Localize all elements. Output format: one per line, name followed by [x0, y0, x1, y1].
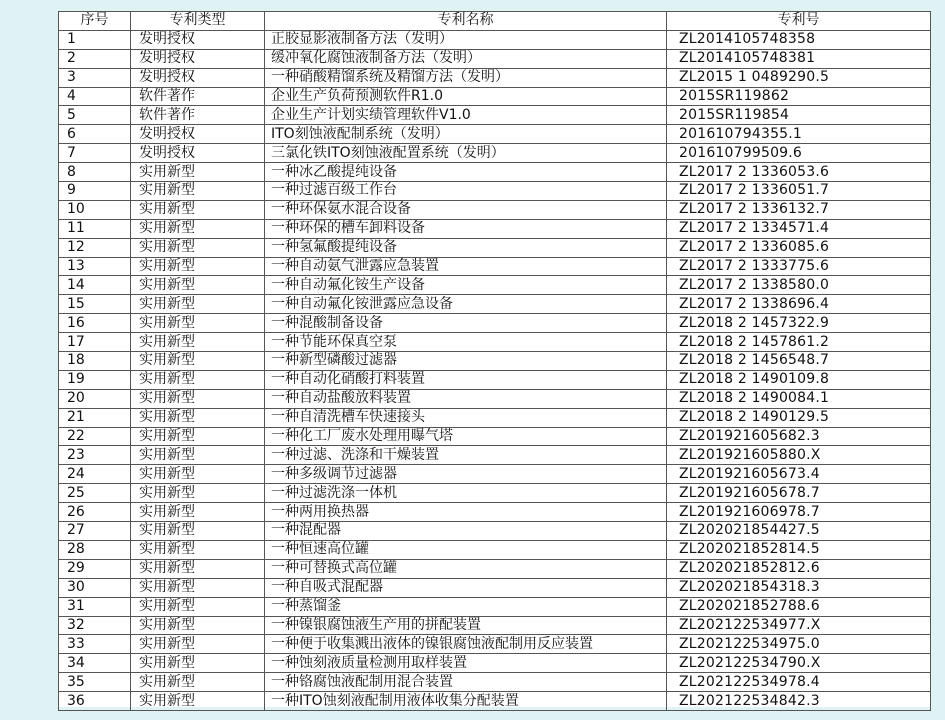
row-index: 30 — [59, 578, 131, 597]
row-index: 14 — [59, 276, 131, 295]
row-patent-type: 实用新型 — [131, 219, 265, 238]
row-patent-type: 实用新型 — [131, 692, 265, 711]
row-patent-name: 一种恒速高位罐 — [265, 540, 667, 559]
row-patent-type: 发明授权 — [131, 125, 265, 144]
row-patent-type: 实用新型 — [131, 522, 265, 541]
row-patent-name: 一种铬腐蚀液配制用混合装置 — [265, 673, 667, 692]
row-patent-type: 实用新型 — [131, 295, 265, 314]
row-patent-number: ZL2017 2 1336132.7 — [667, 200, 931, 219]
row-index: 22 — [59, 427, 131, 446]
row-patent-name: 一种冰乙酸提纯设备 — [265, 163, 667, 182]
row-patent-name: 一种便于收集溅出液体的镍银腐蚀液配制用反应装置 — [265, 635, 667, 654]
row-patent-name: 正胶显影液制备方法（发明） — [265, 30, 667, 49]
table-row — [59, 484, 931, 503]
table-header-row — [59, 12, 931, 31]
row-patent-name: 三氯化铁ITO刻蚀液配置系统（发明） — [265, 144, 667, 163]
table-row — [59, 540, 931, 559]
row-index: 13 — [59, 257, 131, 276]
table-row — [59, 503, 931, 522]
table-body — [59, 30, 931, 710]
row-patent-type: 发明授权 — [131, 144, 265, 163]
patent-table — [58, 11, 931, 711]
row-patent-name: 一种氢氟酸提纯设备 — [265, 238, 667, 257]
row-patent-number: ZL201921605880.X — [667, 446, 931, 465]
row-index: 16 — [59, 314, 131, 333]
row-index: 26 — [59, 503, 131, 522]
row-patent-number: ZL202122534790.X — [667, 654, 931, 673]
table-row — [59, 314, 931, 333]
row-patent-type: 实用新型 — [131, 597, 265, 616]
row-patent-type: 实用新型 — [131, 408, 265, 427]
row-index: 15 — [59, 295, 131, 314]
row-index: 5 — [59, 106, 131, 125]
row-patent-name: 一种节能环保真空泵 — [265, 333, 667, 352]
row-index: 9 — [59, 182, 131, 201]
table-row — [59, 408, 931, 427]
row-patent-type: 实用新型 — [131, 370, 265, 389]
row-patent-name: 一种自动化硝酸打料装置 — [265, 370, 667, 389]
row-patent-number: ZL2018 2 1457861.2 — [667, 333, 931, 352]
table-row — [59, 597, 931, 616]
row-index: 36 — [59, 692, 131, 711]
table-row — [59, 68, 931, 87]
row-patent-name: ITO刻蚀液配制系统（发明） — [265, 125, 667, 144]
table-row — [59, 49, 931, 68]
row-patent-name: 一种镍银腐蚀液生产用的拼配装置 — [265, 616, 667, 635]
table-row — [59, 465, 931, 484]
row-patent-name: 一种混酸制备设备 — [265, 314, 667, 333]
row-patent-number: ZL2014105748358 — [667, 30, 931, 49]
row-patent-number: 201610794355.1 — [667, 125, 931, 144]
header-number: 专利号 — [667, 12, 931, 31]
row-patent-type: 实用新型 — [131, 673, 265, 692]
row-patent-number: ZL2017 2 1338696.4 — [667, 295, 931, 314]
row-patent-number: ZL202122534842.3 — [667, 692, 931, 711]
row-index: 8 — [59, 163, 131, 182]
row-patent-number: ZL201921606978.7 — [667, 503, 931, 522]
row-patent-type: 实用新型 — [131, 276, 265, 295]
row-patent-number: 2015SR119862 — [667, 87, 931, 106]
row-patent-name: 一种两用换热器 — [265, 503, 667, 522]
table-row — [59, 522, 931, 541]
row-patent-number: ZL2018 2 1457322.9 — [667, 314, 931, 333]
row-patent-type: 发明授权 — [131, 49, 265, 68]
row-patent-name: 一种过滤洗涤一体机 — [265, 484, 667, 503]
table-row — [59, 276, 931, 295]
row-patent-number: ZL2017 2 1336085.6 — [667, 238, 931, 257]
row-patent-number: ZL201921605682.3 — [667, 427, 931, 446]
table-row — [59, 370, 931, 389]
row-index: 6 — [59, 125, 131, 144]
row-patent-type: 实用新型 — [131, 182, 265, 201]
table-row — [59, 106, 931, 125]
table-row — [59, 352, 931, 371]
row-patent-type: 软件著作 — [131, 106, 265, 125]
row-index: 20 — [59, 389, 131, 408]
row-patent-number: ZL2017 2 1336053.6 — [667, 163, 931, 182]
row-patent-name: 一种蒸馏釜 — [265, 597, 667, 616]
table-row — [59, 182, 931, 201]
row-index: 25 — [59, 484, 131, 503]
row-index: 3 — [59, 68, 131, 87]
table-row — [59, 200, 931, 219]
header-name: 专利名称 — [265, 12, 667, 31]
row-patent-number: 2015SR119854 — [667, 106, 931, 125]
row-patent-number: ZL202122534975.0 — [667, 635, 931, 654]
row-patent-name: 一种环保氨水混合设备 — [265, 200, 667, 219]
row-index: 17 — [59, 333, 131, 352]
row-patent-number: ZL2017 2 1338580.0 — [667, 276, 931, 295]
row-patent-type: 实用新型 — [131, 635, 265, 654]
row-index: 34 — [59, 654, 131, 673]
row-index: 27 — [59, 522, 131, 541]
row-patent-type: 实用新型 — [131, 446, 265, 465]
row-index: 12 — [59, 238, 131, 257]
row-index: 35 — [59, 673, 131, 692]
row-patent-name: 一种自清洗槽车快速接头 — [265, 408, 667, 427]
row-index: 4 — [59, 87, 131, 106]
row-patent-name: 一种新型磷酸过滤器 — [265, 352, 667, 371]
table-row — [59, 635, 931, 654]
table-row — [59, 295, 931, 314]
row-patent-number: 201610799509.6 — [667, 144, 931, 163]
row-patent-name: 一种自动氨气泄露应急装置 — [265, 257, 667, 276]
table-row — [59, 219, 931, 238]
row-patent-type: 实用新型 — [131, 616, 265, 635]
row-patent-type: 发明授权 — [131, 68, 265, 87]
row-patent-name: 企业生产负荷预测软件R1.0 — [265, 87, 667, 106]
row-index: 32 — [59, 616, 131, 635]
row-patent-number: ZL202021854318.3 — [667, 578, 931, 597]
row-patent-type: 实用新型 — [131, 333, 265, 352]
table-row — [59, 257, 931, 276]
row-patent-type: 实用新型 — [131, 503, 265, 522]
row-patent-type: 实用新型 — [131, 578, 265, 597]
row-patent-number: ZL2017 2 1334571.4 — [667, 219, 931, 238]
row-patent-type: 软件著作 — [131, 87, 265, 106]
row-patent-name: 一种可替换式高位罐 — [265, 559, 667, 578]
row-patent-name: 一种硝酸精馏系统及精馏方法（发明） — [265, 68, 667, 87]
row-patent-type: 实用新型 — [131, 314, 265, 333]
row-patent-number: ZL202021852788.6 — [667, 597, 931, 616]
row-patent-type: 实用新型 — [131, 257, 265, 276]
row-patent-name: 一种自动盐酸放料装置 — [265, 389, 667, 408]
row-index: 23 — [59, 446, 131, 465]
row-patent-type: 实用新型 — [131, 389, 265, 408]
row-patent-type: 发明授权 — [131, 30, 265, 49]
table-row — [59, 87, 931, 106]
row-patent-number: ZL2017 2 1333775.6 — [667, 257, 931, 276]
table-row — [59, 163, 931, 182]
row-patent-number: ZL201921605678.7 — [667, 484, 931, 503]
row-index: 2 — [59, 49, 131, 68]
row-patent-name: 一种自动氟化铵泄露应急设备 — [265, 295, 667, 314]
header-index: 序号 — [59, 12, 131, 31]
row-patent-name: 一种化工厂废水处理用曝气塔 — [265, 427, 667, 446]
row-index: 10 — [59, 200, 131, 219]
row-patent-number: ZL2018 2 1490129.5 — [667, 408, 931, 427]
row-index: 1 — [59, 30, 131, 49]
row-patent-name: 一种过滤、洗涤和干燥装置 — [265, 446, 667, 465]
row-patent-number: ZL202021852814.5 — [667, 540, 931, 559]
table-row — [59, 616, 931, 635]
row-patent-name: 一种多级调节过滤器 — [265, 465, 667, 484]
row-index: 29 — [59, 559, 131, 578]
row-patent-type: 实用新型 — [131, 465, 265, 484]
row-patent-type: 实用新型 — [131, 427, 265, 446]
row-index: 31 — [59, 597, 131, 616]
row-patent-number: ZL2018 2 1490109.8 — [667, 370, 931, 389]
table-row — [59, 238, 931, 257]
row-patent-type: 实用新型 — [131, 200, 265, 219]
row-patent-name: 一种混配器 — [265, 522, 667, 541]
row-patent-number: ZL201921605673.4 — [667, 465, 931, 484]
row-patent-type: 实用新型 — [131, 559, 265, 578]
row-patent-number: ZL202021854427.5 — [667, 522, 931, 541]
row-patent-name: 一种ITO蚀刻液配制用液体收集分配装置 — [265, 692, 667, 711]
row-patent-name: 一种过滤百级工作台 — [265, 182, 667, 201]
table-row — [59, 559, 931, 578]
row-patent-number: ZL2017 2 1336051.7 — [667, 182, 931, 201]
table-row — [59, 673, 931, 692]
row-patent-type: 实用新型 — [131, 352, 265, 371]
row-index: 28 — [59, 540, 131, 559]
row-index: 24 — [59, 465, 131, 484]
table-row — [59, 578, 931, 597]
row-index: 11 — [59, 219, 131, 238]
row-patent-name: 企业生产计划实绩管理软件V1.0 — [265, 106, 667, 125]
row-patent-type: 实用新型 — [131, 484, 265, 503]
row-patent-name: 一种自吸式混配器 — [265, 578, 667, 597]
row-index: 19 — [59, 370, 131, 389]
table-row — [59, 389, 931, 408]
table-row — [59, 333, 931, 352]
table-row — [59, 427, 931, 446]
table-row — [59, 654, 931, 673]
row-patent-type: 实用新型 — [131, 540, 265, 559]
row-patent-number: ZL2018 2 1490084.1 — [667, 389, 931, 408]
row-patent-number: ZL2014105748381 — [667, 49, 931, 68]
table-row — [59, 30, 931, 49]
table-row — [59, 125, 931, 144]
row-patent-number: ZL2018 2 1456548.7 — [667, 352, 931, 371]
row-patent-type: 实用新型 — [131, 238, 265, 257]
row-patent-type: 实用新型 — [131, 163, 265, 182]
table-row — [59, 144, 931, 163]
row-patent-number: ZL202122534978.4 — [667, 673, 931, 692]
table-row — [59, 692, 931, 711]
row-patent-number: ZL2015 1 0489290.5 — [667, 68, 931, 87]
header-type: 专利类型 — [131, 12, 265, 31]
row-patent-name: 缓冲氧化腐蚀液制备方法（发明） — [265, 49, 667, 68]
row-patent-name: 一种自动氟化铵生产设备 — [265, 276, 667, 295]
row-index: 21 — [59, 408, 131, 427]
table-row — [59, 446, 931, 465]
row-patent-number: ZL202021852812.6 — [667, 559, 931, 578]
row-patent-name: 一种环保的槽车卸料设备 — [265, 219, 667, 238]
row-index: 33 — [59, 635, 131, 654]
row-index: 18 — [59, 352, 131, 371]
row-patent-type: 实用新型 — [131, 654, 265, 673]
row-index: 7 — [59, 144, 131, 163]
row-patent-number: ZL202122534977.X — [667, 616, 931, 635]
row-patent-name: 一种蚀刻液质量检测用取样装置 — [265, 654, 667, 673]
